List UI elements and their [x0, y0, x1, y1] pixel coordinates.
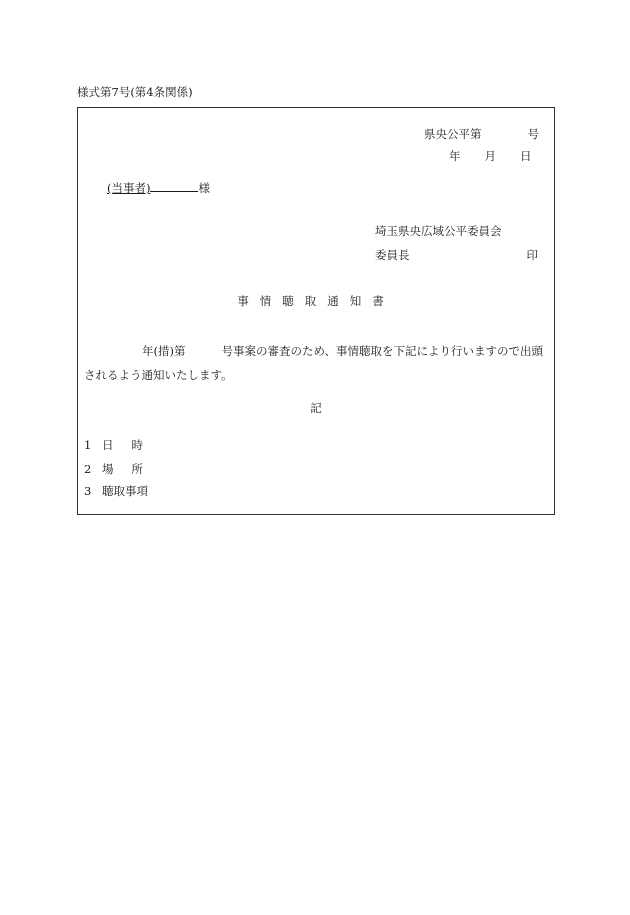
- addressee-party: (当事者): [107, 181, 151, 195]
- ki-heading: 記: [310, 401, 322, 415]
- list-item: [84, 485, 148, 499]
- seal-mark: 印: [526, 248, 538, 262]
- body-year-part: 年(措)第: [142, 344, 186, 358]
- item-label: 聴取事項: [102, 484, 148, 498]
- issue-date: [449, 150, 532, 164]
- document-number-suffix: 号: [527, 127, 539, 141]
- document-title: 事情聴取通知書: [237, 294, 395, 308]
- item-number: 3: [84, 484, 92, 498]
- notice-document: [77, 107, 555, 515]
- notice-body: [84, 339, 552, 387]
- item-label: 日時: [102, 438, 161, 452]
- addressee-line: [107, 180, 210, 196]
- sender-committee: 埼玉県央広域公平委員会: [375, 224, 502, 238]
- date-day: 日: [520, 149, 532, 163]
- list-item: [84, 463, 161, 477]
- document-number: [424, 128, 539, 142]
- sender-chair: 委員長: [375, 248, 410, 262]
- document-number-prefix: 県央公平第: [424, 127, 482, 141]
- date-year: 年: [449, 149, 461, 163]
- item-label: 場所: [102, 462, 161, 476]
- body-main-text: 号事案の審査のため、事情聴取を下記により行いますので出頭されるよう通知いたします。: [84, 344, 544, 382]
- item-number: 2: [84, 462, 92, 476]
- addressee-honorific: 様: [198, 181, 210, 195]
- addressee-name-blank: [150, 180, 198, 192]
- list-item: [84, 439, 161, 453]
- item-number: 1: [84, 438, 92, 452]
- form-number-label: 様式第7号(第4条関係): [77, 85, 193, 99]
- date-month: 月: [484, 149, 496, 163]
